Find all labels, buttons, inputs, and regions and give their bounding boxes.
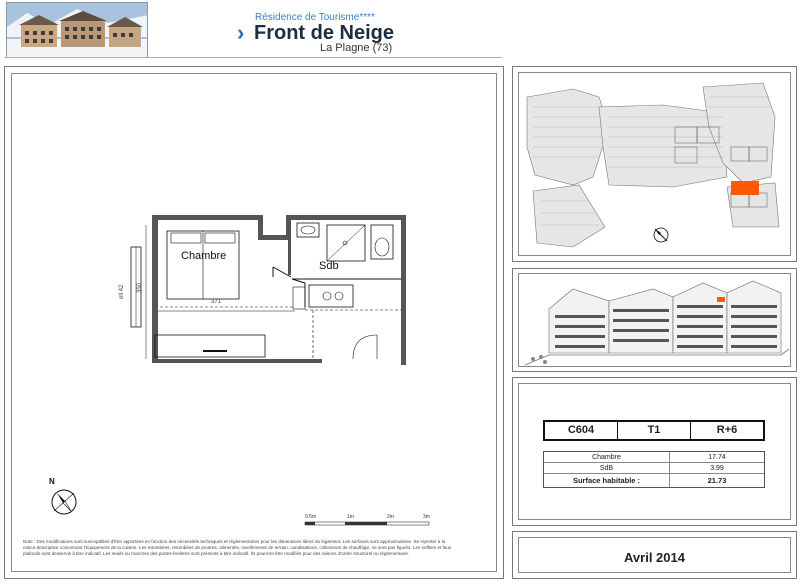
room-label-chambre: Chambre xyxy=(181,250,227,262)
elevation-unit-highlight xyxy=(717,297,725,302)
elevation-panel xyxy=(512,268,797,372)
table-row xyxy=(544,452,764,463)
header-divider xyxy=(4,57,502,58)
document-date: Avril 2014 xyxy=(624,550,685,565)
scale-label: 2m xyxy=(387,514,394,520)
floor-plan-panel xyxy=(4,66,504,579)
compass-icon xyxy=(49,487,79,517)
floor-plan-drawing xyxy=(5,67,505,580)
compass-north-label: N xyxy=(49,477,55,486)
surface-value: 3.99 xyxy=(710,465,724,472)
total-row xyxy=(544,474,764,487)
brand-block xyxy=(150,4,500,60)
unit-summary-row xyxy=(543,420,765,441)
dimension-height: 350 xyxy=(137,282,143,293)
disclaimer-note: Note : Des modifications sont susceptibles d'être apportées en fonction des nécessités techniques et réglementaires pour les dimensions libres du logement. Les surfaces sont approximatives. Se reporter à la notice descriptive concernant l'équipement de la cuisine. Les retombées, retombées de poutres, alimentés, nivellements de terrain, canalisations, collecteurs de chauffage, ne sont pas figurés. Les soffites et faux plafonds sont desservis à titre indicatif. Les seuils ou marches des portes-fenêtres sont présents à titre indicatif. Ils pourront être modifiés pour des raisons d'ordre structurel ou réglementaire. xyxy=(23,539,452,557)
unit-info-panel xyxy=(512,377,797,526)
dimension-window: ell 42 xyxy=(119,284,125,299)
scale-bar xyxy=(303,519,433,529)
room-label-sdb: Sdb xyxy=(319,260,339,272)
site-plan-panel xyxy=(512,66,797,262)
unit-floor: R+6 xyxy=(716,424,738,436)
surface-table xyxy=(543,451,765,488)
table-row xyxy=(544,463,764,474)
residence-city: La Plagne (73) xyxy=(320,42,393,54)
scale-label: 0.5m xyxy=(305,514,317,520)
unit-code: C604 xyxy=(545,422,618,439)
unit-type: T1 xyxy=(618,422,691,439)
scale-label: 1m xyxy=(347,514,354,520)
surface-value: 17.74 xyxy=(708,454,726,461)
residence-name: Front de Neige xyxy=(254,22,395,44)
surface-label: SdB xyxy=(544,463,670,473)
total-value: 21.73 xyxy=(707,476,727,485)
residence-label: Résidence de Tourisme**** xyxy=(255,12,375,23)
residence-photo xyxy=(6,2,148,58)
elevation-drawing xyxy=(513,269,798,373)
surface-label: Chambre xyxy=(544,452,670,462)
dimension-width: 371 xyxy=(211,299,222,305)
scale-label: 3m xyxy=(423,514,430,520)
chevron-right-icon: › xyxy=(237,20,245,45)
site-plan-drawing xyxy=(513,67,798,263)
unit-highlight xyxy=(731,181,759,195)
date-panel xyxy=(512,531,797,579)
total-label: Surface habitable : xyxy=(544,474,670,487)
